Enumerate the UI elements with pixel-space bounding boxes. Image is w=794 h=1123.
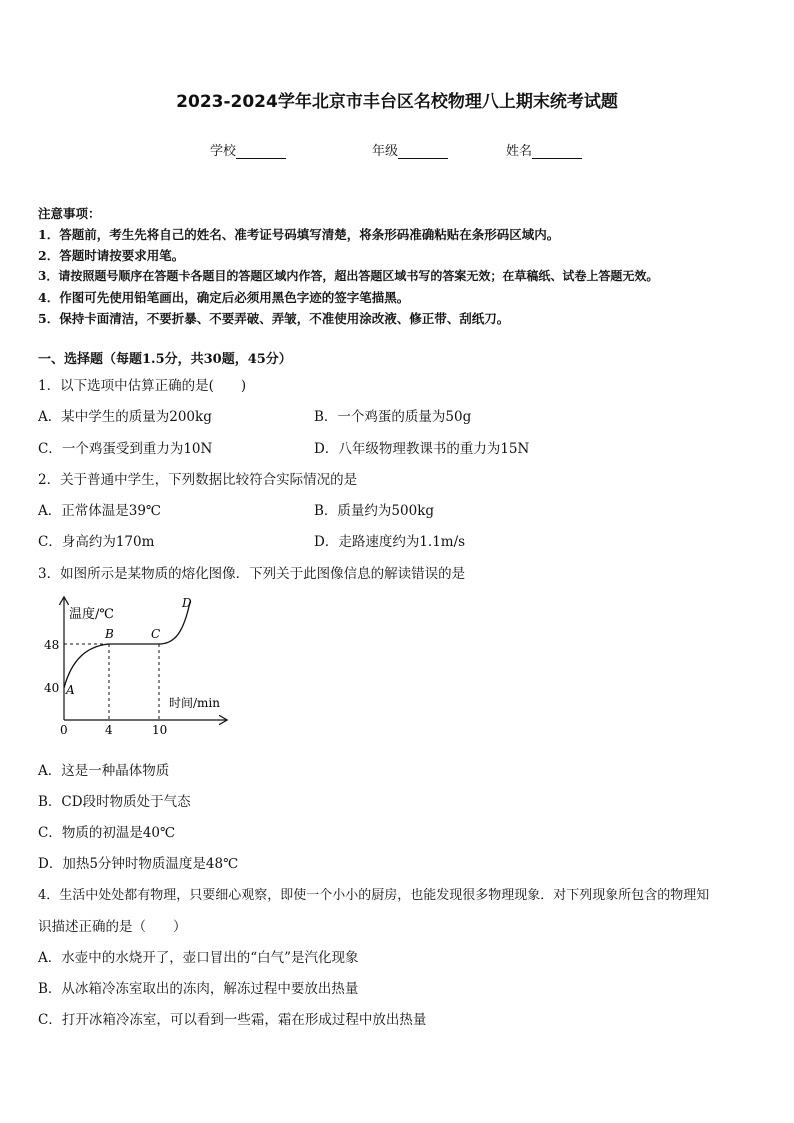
name-field <box>506 140 582 159</box>
page-title: 2023-2024学年北京市丰台区名校物理八上期末统考试题 <box>176 92 618 112</box>
name-label: 姓名 <box>506 144 533 159</box>
section-heading: 一、选择题（每题1.5分，共30题，45分） <box>38 352 292 367</box>
x-tick-label: 4 <box>105 723 113 737</box>
option-a[interactable]: A．这是一种晶体物质 <box>38 763 170 779</box>
y-tick-label: 48 <box>44 638 60 652</box>
option-c[interactable]: C．打开冰箱冷冻室，可以看到一些霜，霜在形成过程中放出热量 <box>38 1012 427 1028</box>
question-stem: 3．如图所示是某物质的熔化图像．下列关于此图像信息的解读错误的是 <box>38 566 466 582</box>
option-b[interactable]: B．从冰箱冷冻室取出的冻肉，解冻过程中要放出热量 <box>38 981 359 997</box>
option-b[interactable]: B．质量约为500kg <box>314 503 435 519</box>
school-field <box>210 140 286 159</box>
question-stem: 2．关于普通中学生，下列数据比较符合实际情况的是 <box>38 472 358 488</box>
school-label: 学校 <box>210 144 237 159</box>
y-tick-label: 40 <box>44 681 60 695</box>
point-a-label: A <box>66 683 75 697</box>
x-tick-label: 10 <box>152 723 168 737</box>
x-axis-label: 时间/min <box>169 696 220 710</box>
option-a[interactable]: A．水壶中的水烧开了，壶口冒出的“白气”是汽化现象 <box>38 950 359 966</box>
option-d[interactable]: D．走路速度约为1.1m/s <box>314 534 466 550</box>
option-a[interactable]: A．某中学生的质量为200kg <box>38 409 212 425</box>
option-c[interactable]: C．物质的初温是40℃ <box>38 825 176 841</box>
option-c[interactable]: C．身高约为170m <box>38 534 155 550</box>
grade-field <box>372 140 448 159</box>
grade-blank[interactable] <box>398 144 448 159</box>
question-stem: 4．生活中处处都有物理，只要细心观察，即使一个小小的厨房，也能发现很多物理现象．对下列现象所包含的物理知 <box>38 888 710 903</box>
name-blank[interactable] <box>532 144 582 159</box>
option-b[interactable]: B．一个鸡蛋的质量为50g <box>314 409 472 425</box>
option-d[interactable]: D．八年级物理教课书的重力为15N <box>314 441 530 457</box>
question-stem-continued: 识描述正确的是（ ） <box>38 919 187 935</box>
option-d[interactable]: D．加热5分钟时物质温度是48℃ <box>38 856 239 872</box>
notice-item: 3．请按照题号顺序在答题卡各题目的答题区域内作答，超出答题区域书写的答案无效；在草稿纸、试卷上答题无效。 <box>38 269 659 283</box>
school-blank[interactable] <box>236 144 286 159</box>
notice-item: 2．答题时请按要求用笔。 <box>38 248 185 263</box>
notice-item: 5．保持卡面清洁，不要折暴、不要弄破、弄皱，不准使用涂改液、修正带、刮纸刀。 <box>38 311 510 326</box>
point-c-label: C <box>151 627 161 641</box>
point-b-label: B <box>105 627 114 641</box>
option-c[interactable]: C．一个鸡蛋受到重力为10N <box>38 441 213 457</box>
grade-label: 年级 <box>372 144 399 159</box>
notice-header: 注意事项： <box>38 206 101 221</box>
option-b[interactable]: B．CD段时物质处于气态 <box>38 794 191 810</box>
y-axis-label: 温度/℃ <box>69 607 114 622</box>
notice-item: 4．作图可先使用铅笔画出，确定后必须用黑色字迹的签字笔描黑。 <box>38 290 410 305</box>
point-d-label: D <box>182 596 192 610</box>
x-tick-label: 0 <box>60 723 68 737</box>
notice-item: 1．答题前，考生先将自己的姓名、准考证号码填写清楚，将条形码准确粘贴在条形码区域内。 <box>38 227 560 242</box>
question-stem: 1．以下选项中估算正确的是( ) <box>38 378 247 394</box>
option-a[interactable]: A．正常体温是39℃ <box>38 503 162 519</box>
melting-graph <box>30 592 230 742</box>
